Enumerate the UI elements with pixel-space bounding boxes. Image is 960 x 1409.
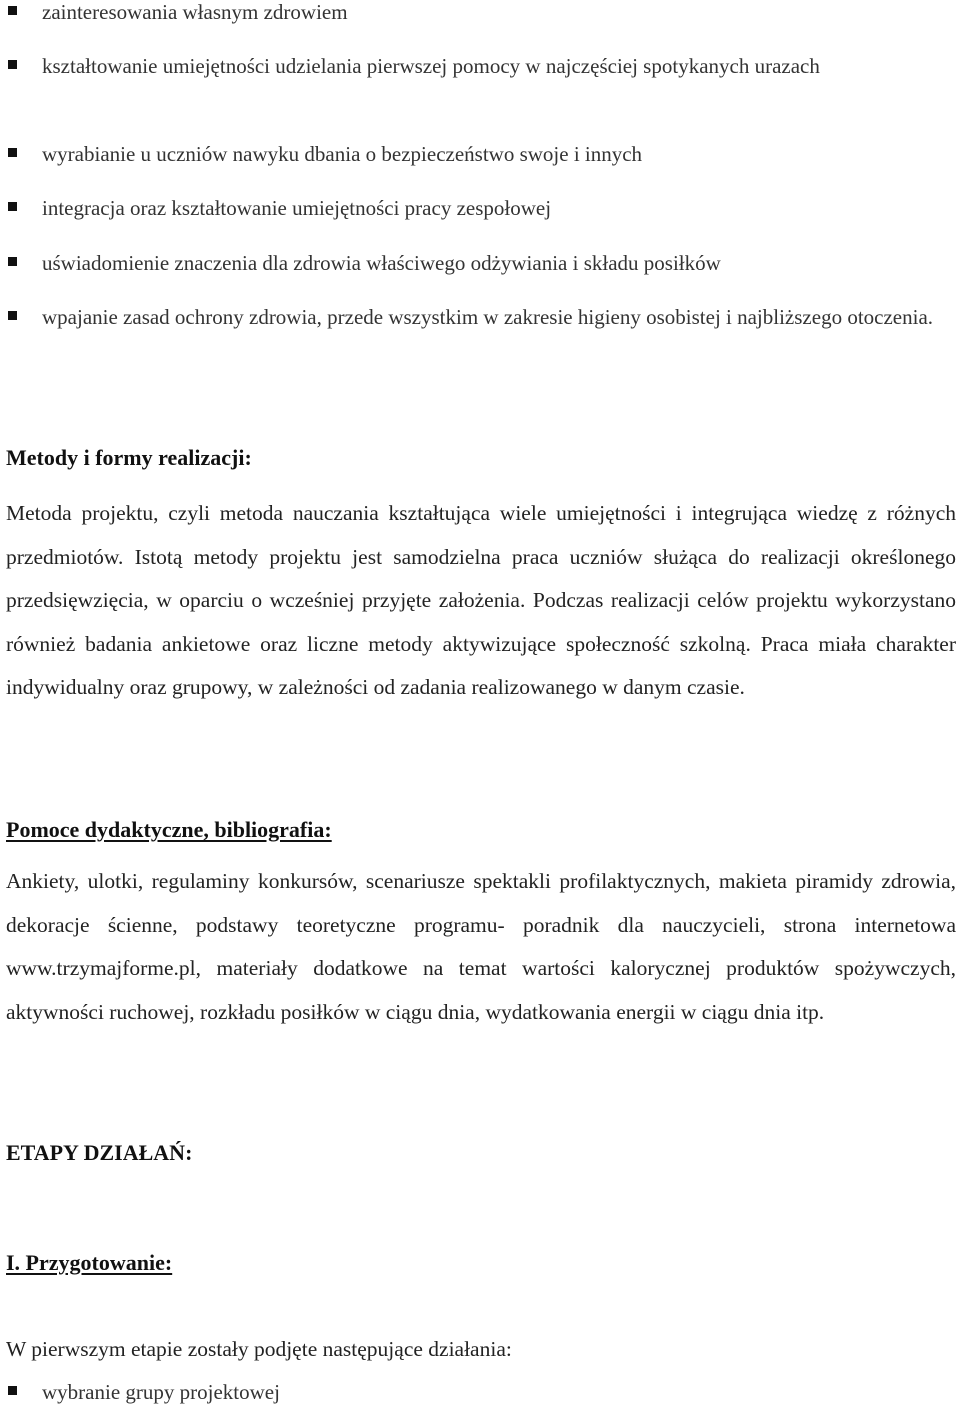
list-item-text: integracja oraz kształtowanie umiejętności pracy zespołowej <box>42 196 552 220</box>
list-item <box>8 246 938 280</box>
square-bullet-icon <box>8 202 17 211</box>
list-item <box>8 49 938 83</box>
aids-paragraph: Ankiety, ulotki, regulaminy konkursów, scenariusze spektakli profilaktycznych, makieta piramidy zdrowia, dekoracje ścienne, podstawy teoretyczne programu- poradnik dla nauczycieli, strona internetowa www.trzymajforme.pl, materiały dodatkowe na temat wartości kalorycznej produktów spożywczych, aktywności ruchowej, rozkładu posiłków w ciągu dnia, wydatkowania energii w ciągu dnia itp. <box>6 869 956 1024</box>
stage-intro: W pierwszym etapie zostały podjęte następujące działania: <box>6 1337 512 1361</box>
list-item-text: kształtowanie umiejętności udzielania pierwszej pomocy w najczęściej spotykanych urazach <box>42 54 820 78</box>
square-bullet-icon <box>8 257 17 266</box>
square-bullet-icon <box>8 148 17 157</box>
list-item-text: zainteresowania własnym zdrowiem <box>42 0 348 24</box>
list-item <box>8 300 938 334</box>
list-item-text: wyrabianie u uczniów nawyku dbania o bezpieczeństwo swoje i innych <box>42 142 643 166</box>
square-bullet-icon <box>8 60 17 69</box>
section-heading-methods: Metody i formy realizacji: <box>6 445 252 470</box>
list-item <box>8 191 938 225</box>
list-item-text: wybranie grupy projektowej <box>42 1380 280 1404</box>
list-item-text: wpajanie zasad ochrony zdrowia, przede wszystkim w zakresie higieny osobistej i najbliższego otoczenia. <box>42 305 934 329</box>
methods-paragraph: Metoda projektu, czyli metoda nauczania kształtująca wiele umiejętności i integrująca wiedzę z różnych przedmiotów. Istotą metody projektu jest samodzielna praca uczniów służąca do realizacji określonego przedsięwzięcia, w oparciu o wcześniej przyjęte założenia. Podczas realizacji celów projektu wykorzystano również badania ankietowe oraz liczne metody aktywizujące społeczność szkolną. Praca miała charakter indywidualny oraz grupowy, w zależności od zadania realizowanego w danym czasie. <box>6 501 956 699</box>
section-heading-aids: Pomoce dydaktyczne, bibliografia: <box>6 817 332 842</box>
list-item <box>8 1375 938 1409</box>
square-bullet-icon <box>8 6 17 15</box>
list-item-text: uświadomienie znaczenia dla zdrowia właściwego odżywiania i składu posiłków <box>42 251 721 275</box>
list-item <box>8 0 938 29</box>
square-bullet-icon <box>8 311 17 320</box>
stage-heading-preparation: I. Przygotowanie: <box>6 1250 173 1275</box>
section-heading-stages: ETAPY DZIAŁAŃ: <box>6 1140 193 1165</box>
list-item <box>8 137 938 171</box>
square-bullet-icon <box>8 1386 17 1395</box>
